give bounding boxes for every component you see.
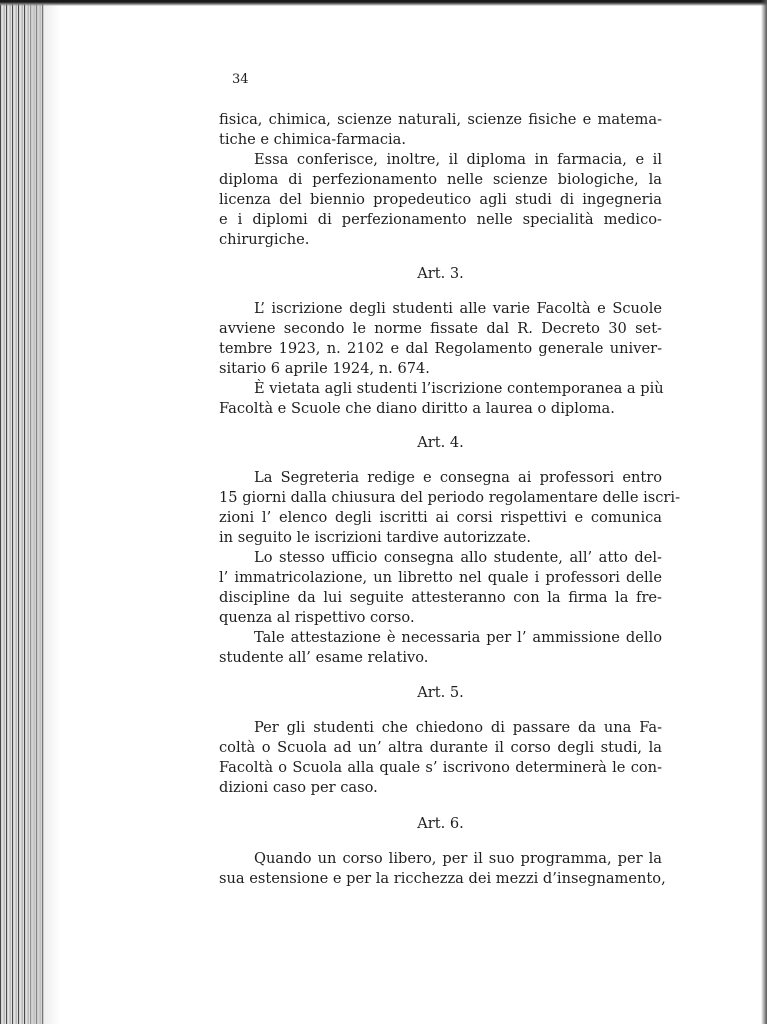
text-line: tembre 1923, n. 2102 e dal Regolamento generale univer-	[219, 340, 662, 357]
binding-shadow	[30, 0, 60, 1024]
text-line: 15 giorni dalla chiusura del periodo regolamentare delle iscri-	[219, 489, 681, 506]
article-heading: Art. 3.	[417, 265, 464, 282]
text-line: fisica, chimica, scienze naturali, scienze fisiche e matema-	[219, 111, 662, 128]
top-scan-edge	[0, 0, 767, 6]
text-line: l’ immatricolazione, un libretto nel quale i professori delle	[219, 569, 662, 586]
text-line: tiche e chimica-farmacia.	[219, 131, 407, 148]
article-heading: Art. 6.	[417, 815, 464, 832]
text-line: sua estensione e per la ricchezza dei mezzi d’insegnamento,	[219, 870, 666, 887]
text-line: coltà o Scuola ad un’ altra durante il corso degli studi, la	[219, 739, 662, 756]
text-line: Essa conferisce, inoltre, il diploma in farmacia, e il	[254, 151, 662, 168]
text-line: Lo stesso ufficio consegna allo studente, all’ atto del-	[254, 549, 662, 566]
text-line: Facoltà e Scuole che diano diritto a laurea o diploma.	[219, 400, 615, 417]
text-line: e i diplomi di perfezionamento nelle specialità medico-	[219, 211, 662, 228]
text-line: La Segreteria redige e consegna ai professori entro	[254, 469, 662, 486]
text-line: dizioni caso per caso.	[219, 779, 378, 796]
text-line: licenza del biennio propedeutico agli studi di ingegneria	[219, 191, 662, 208]
text-line: Tale attestazione è necessaria per l’ ammissione dello	[254, 629, 662, 646]
text-line: sitario 6 aprile 1924, n. 674.	[219, 360, 430, 377]
text-line: Per gli studenti che chiedono di passare da una Fa-	[254, 719, 662, 736]
text-line: È vietata agli studenti l’iscrizione contemporanea a più	[254, 380, 664, 397]
right-scan-edge	[761, 0, 767, 1024]
text-line: diploma di perfezionamento nelle scienze biologiche, la	[219, 171, 662, 188]
text-line: avviene secondo le norme fissate dal R. Decreto 30 set-	[219, 320, 662, 337]
article-heading: Art. 5.	[417, 684, 464, 701]
text-line: discipline da lui seguite attesteranno con la firma la fre-	[219, 589, 662, 606]
text-line: chirurgiche.	[219, 231, 310, 248]
text-line: studente all’ esame relativo.	[219, 649, 429, 666]
article-heading: Art. 4.	[417, 434, 464, 451]
text-line: quenza al rispettivo corso.	[219, 609, 415, 626]
page-number: 34	[232, 72, 249, 87]
text-line: in seguito le iscrizioni tardive autorizzate.	[219, 529, 531, 546]
text-line: zioni l’ elenco degli iscritti ai corsi rispettivi e comunica	[219, 509, 662, 526]
text-line: Quando un corso libero, per il suo programma, per la	[254, 850, 662, 867]
text-line: Facoltà o Scuola alla quale s’ iscrivono determinerà le con-	[219, 759, 662, 776]
text-line: L’ iscrizione degli studenti alle varie Facoltà e Scuole	[254, 300, 662, 317]
